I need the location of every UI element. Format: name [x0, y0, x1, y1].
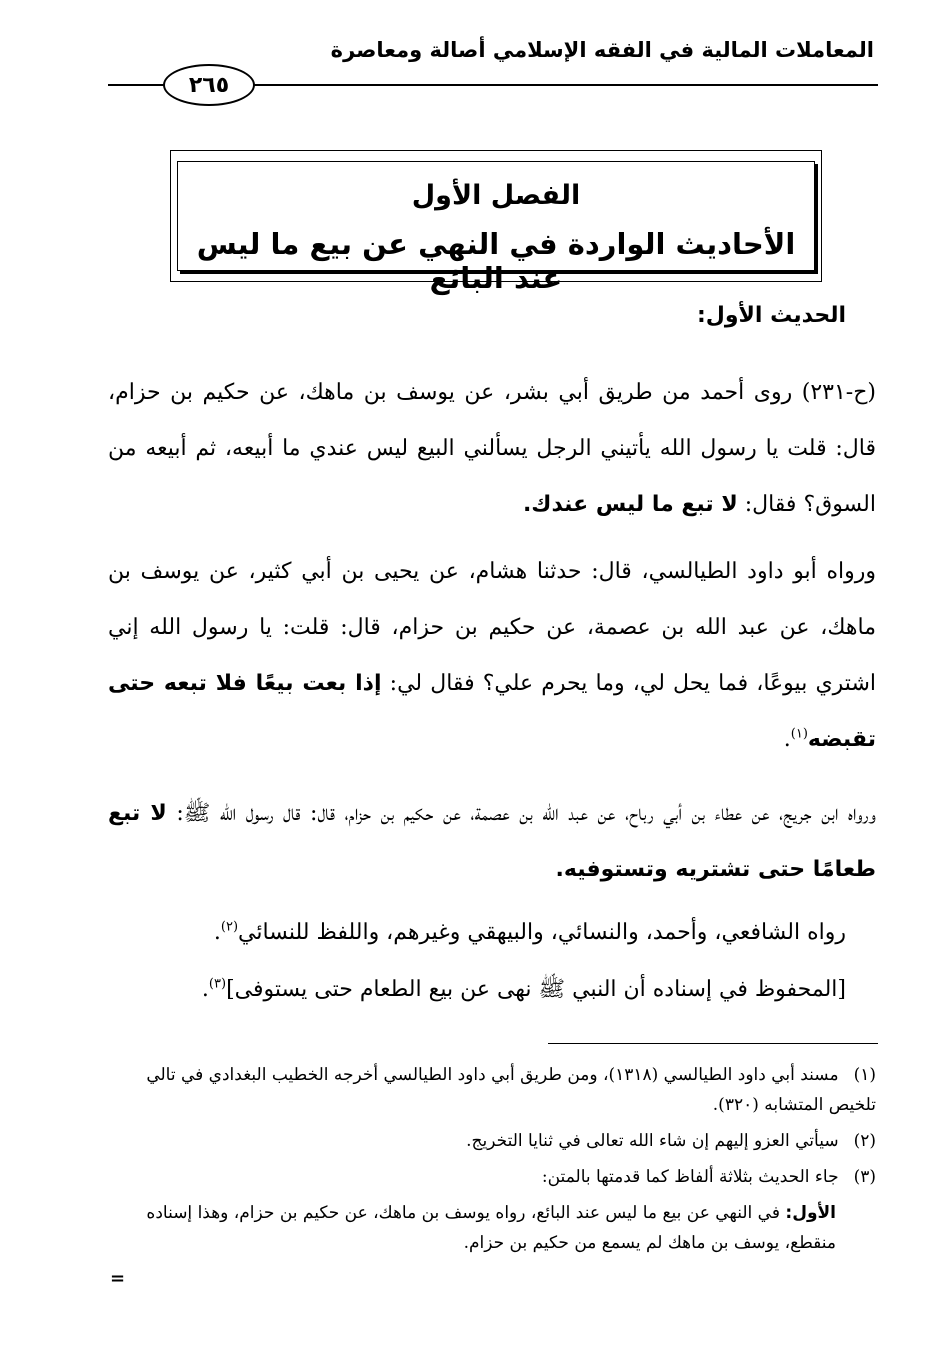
continuation-mark: = [110, 1268, 126, 1289]
paragraph-5-end: . [201, 977, 209, 1002]
footnote-subitem-text: في النهي عن بيع ما ليس عند البائع، رواه يوسف بن ماهك، عن حكيم بن حزام، وهذا إسناده منقطع، يوسف بن ماهك لم يسمع من حكيم بن حزام. [146, 1203, 836, 1253]
paragraph-3-text: ورواه ابن جريج، عن عطاء بن أبي رباح، عن عبد الله بن عصمة، عن حكيم بن حزام، قال: قال رسول الله ﷺ: [176, 801, 877, 826]
paragraph-2-hadith: إذا بعت بيعًا فلا تبعه حتى تقبضه [108, 671, 876, 752]
paragraph-3-hadith: لا تبع طعامًا حتى تشتريه وتستوفيه. [108, 801, 876, 882]
paragraph-2-end: . [783, 727, 791, 752]
paragraph-4-text: رواه الشافعي، وأحمد، والنسائي، والبيهقي وغيرهم، واللفظ للنسائي [238, 920, 846, 945]
footnote-separator [548, 1043, 878, 1044]
footnote-number: (١) [853, 1065, 876, 1085]
paragraph-1-text: (ح-٢٣١) روى أحمد من طريق أبي بشر، عن يوسف بن ماهك، عن حكيم بن حزام، قال: قلت يا رسول الله يأتيني الرجل يسألني البيع ليس عندي ما أبيعه، ثم أبيعه من السوق؟ فقال: [108, 380, 876, 517]
chapter-title: الفصل الأول [411, 180, 581, 211]
footnote-text: مسند أبي داود الطيالسي (١٣١٨)، ومن طريق أبي داود الطيالسي أخرجه الخطيب البغدادي في تالي تلخيص المتشابه (٣٢٠). [146, 1065, 876, 1115]
paragraph-5 [108, 962, 876, 1018]
footnote-number: (٢) [853, 1131, 876, 1151]
footnote-subitem [108, 1198, 876, 1258]
footnote-number: (٣) [853, 1167, 876, 1187]
chapter-subtitle: الأحاديث الواردة في النهي عن بيع ما ليس عند البائع [196, 227, 796, 295]
page-number: ٢٦٥ [163, 64, 255, 106]
paragraph-2 [108, 544, 876, 768]
running-title: المعاملات المالية في الفقه الإسلامي أصالة ومعاصرة [330, 38, 874, 62]
footnote-ref-2: (٢) [220, 919, 239, 935]
paragraph-4-end: . [213, 920, 221, 945]
paragraph-3 [108, 786, 876, 898]
footnote-text: سيأتي العزو إليهم إن شاء الله تعالى في ثنايا التخريج. [466, 1131, 839, 1151]
footnote-item [108, 1162, 876, 1192]
paragraph-2-text: ورواه أبو داود الطيالسي، قال: حدثنا هشام، عن يحيى بن أبي كثير، عن يوسف بن ماهك، عن عبد الله بن عصمة، عن حكيم بن حزام، قال: قلت: يا رسول الله إني اشتري بيوعًا، فما يحل لي، وما يحرم علي؟ فقال لي: [108, 559, 876, 696]
paragraph-1 [108, 365, 876, 533]
paragraph-4 [108, 905, 876, 961]
paragraph-5-text: [المحفوظ في إسناده أن النبي ﷺ نهى عن بيع الطعام حتى يستوفى] [226, 977, 846, 1002]
paragraph-1-hadith: لا تبع ما ليس عندك. [522, 492, 738, 517]
footnotes [108, 1060, 876, 1258]
footnote-ref-1: (١) [790, 726, 808, 742]
footnote-item [108, 1060, 876, 1120]
chapter-title-frame [177, 161, 815, 295]
footnote-ref-3: (٣) [208, 976, 227, 992]
footnote-item [108, 1126, 876, 1156]
footnote-subitem-label: الأول: [785, 1203, 836, 1223]
footnote-text: جاء الحديث بثلاثة ألفاظ كما قدمتها بالمتن: [541, 1167, 839, 1187]
section-heading: الحديث الأول: [696, 303, 846, 328]
chapter-title-box [170, 150, 822, 295]
